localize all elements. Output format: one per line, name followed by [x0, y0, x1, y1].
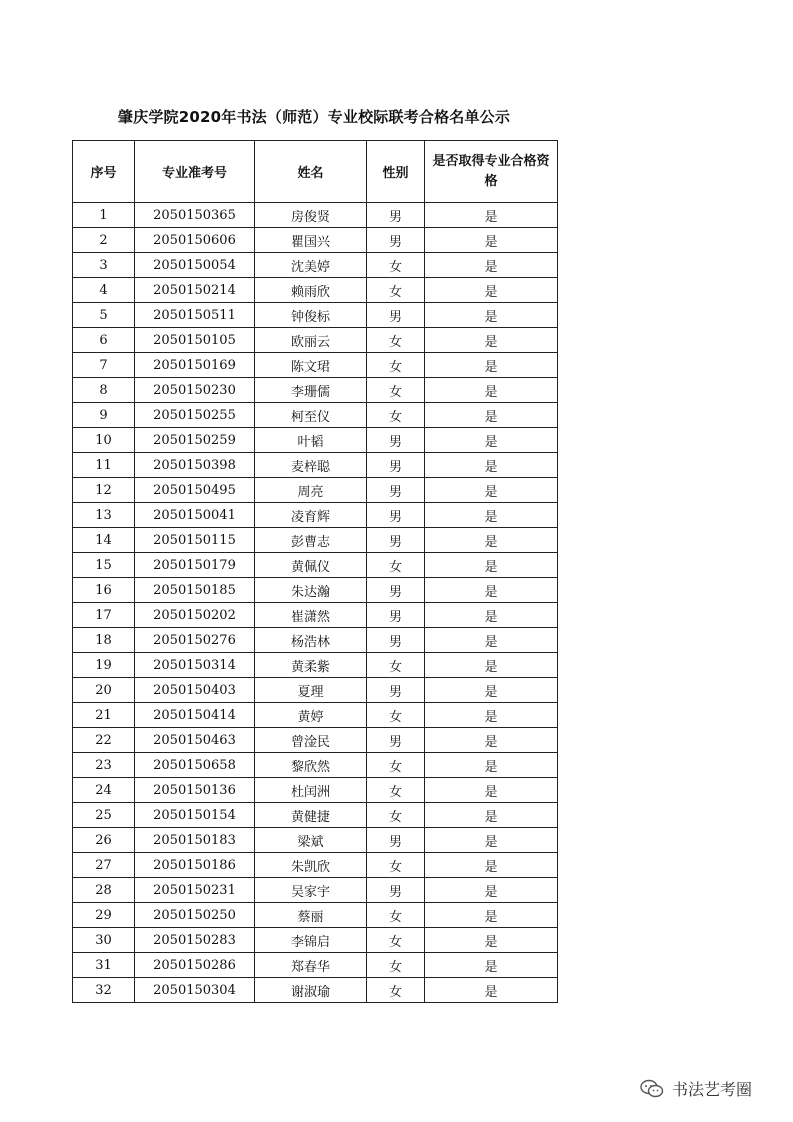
cell-qualified: 是	[425, 303, 558, 328]
cell-gender: 男	[367, 303, 425, 328]
cell-exam-number: 2050150250	[135, 903, 255, 928]
cell-exam-number: 2050150511	[135, 303, 255, 328]
cell-qualified: 是	[425, 503, 558, 528]
cell-gender: 女	[367, 953, 425, 978]
cell-exam-number: 2050150314	[135, 653, 255, 678]
watermark-text: 书法艺考圈	[672, 1080, 753, 1099]
cell-seq: 9	[73, 403, 135, 428]
cell-gender: 男	[367, 678, 425, 703]
table-row	[73, 503, 558, 528]
cell-exam-number: 2050150403	[135, 678, 255, 703]
cell-seq: 26	[73, 828, 135, 853]
cell-qualified: 是	[425, 853, 558, 878]
cell-name: 陈文珺	[255, 353, 367, 378]
cell-seq: 18	[73, 628, 135, 653]
cell-exam-number: 2050150183	[135, 828, 255, 853]
cell-qualified: 是	[425, 353, 558, 378]
cell-gender: 男	[367, 228, 425, 253]
cell-gender: 女	[367, 328, 425, 353]
cell-qualified: 是	[425, 228, 558, 253]
cell-gender: 男	[367, 478, 425, 503]
cell-name: 凌育辉	[255, 503, 367, 528]
cell-name: 叶韬	[255, 428, 367, 453]
cell-qualified: 是	[425, 603, 558, 628]
cell-gender: 女	[367, 253, 425, 278]
cell-name: 杨浩林	[255, 628, 367, 653]
table-body	[73, 203, 558, 1003]
table-row	[73, 353, 558, 378]
cell-name: 朱凯欣	[255, 853, 367, 878]
cell-exam-number: 2050150231	[135, 878, 255, 903]
cell-gender: 女	[367, 803, 425, 828]
cell-seq: 28	[73, 878, 135, 903]
cell-name: 杜闰洲	[255, 778, 367, 803]
cell-seq: 14	[73, 528, 135, 553]
cell-qualified: 是	[425, 978, 558, 1003]
cell-name: 瞿国兴	[255, 228, 367, 253]
table-row	[73, 403, 558, 428]
column-header-exam-number: 专业准考号	[135, 141, 255, 203]
cell-name: 夏理	[255, 678, 367, 703]
cell-gender: 女	[367, 703, 425, 728]
cell-name: 黄健捷	[255, 803, 367, 828]
table-row	[73, 278, 558, 303]
cell-seq: 10	[73, 428, 135, 453]
cell-gender: 男	[367, 578, 425, 603]
cell-exam-number: 2050150606	[135, 228, 255, 253]
cell-qualified: 是	[425, 578, 558, 603]
table-row	[73, 378, 558, 403]
cell-seq: 29	[73, 903, 135, 928]
table-row	[73, 753, 558, 778]
cell-exam-number: 2050150304	[135, 978, 255, 1003]
table-row	[73, 728, 558, 753]
cell-seq: 22	[73, 728, 135, 753]
cell-gender: 女	[367, 903, 425, 928]
cell-qualified: 是	[425, 953, 558, 978]
cell-gender: 女	[367, 378, 425, 403]
cell-qualified: 是	[425, 378, 558, 403]
table-header-row	[73, 141, 558, 203]
cell-gender: 男	[367, 453, 425, 478]
cell-gender: 女	[367, 403, 425, 428]
cell-qualified: 是	[425, 828, 558, 853]
cell-qualified: 是	[425, 278, 558, 303]
cell-qualified: 是	[425, 553, 558, 578]
table-row	[73, 803, 558, 828]
column-header-seq: 序号	[73, 141, 135, 203]
cell-qualified: 是	[425, 203, 558, 228]
table-row	[73, 253, 558, 278]
cell-seq: 30	[73, 928, 135, 953]
cell-exam-number: 2050150179	[135, 553, 255, 578]
table-row	[73, 653, 558, 678]
wechat-icon	[640, 1079, 664, 1099]
cell-exam-number: 2050150286	[135, 953, 255, 978]
cell-qualified: 是	[425, 778, 558, 803]
table-row	[73, 628, 558, 653]
cell-name: 麦梓聪	[255, 453, 367, 478]
cell-name: 周亮	[255, 478, 367, 503]
cell-name: 梁斌	[255, 828, 367, 853]
cell-exam-number: 2050150186	[135, 853, 255, 878]
cell-qualified: 是	[425, 753, 558, 778]
cell-name: 房俊贤	[255, 203, 367, 228]
cell-name: 钟俊标	[255, 303, 367, 328]
cell-qualified: 是	[425, 878, 558, 903]
table-row	[73, 903, 558, 928]
cell-gender: 男	[367, 603, 425, 628]
column-header-gender: 性别	[367, 141, 425, 203]
table-row	[73, 603, 558, 628]
cell-name: 欧丽云	[255, 328, 367, 353]
cell-seq: 17	[73, 603, 135, 628]
cell-gender: 女	[367, 753, 425, 778]
column-header-name: 姓名	[255, 141, 367, 203]
cell-exam-number: 2050150495	[135, 478, 255, 503]
cell-name: 郑春华	[255, 953, 367, 978]
cell-qualified: 是	[425, 653, 558, 678]
cell-exam-number: 2050150255	[135, 403, 255, 428]
document-title: 肇庆学院2020年书法（师范）专业校际联考合格名单公示	[117, 108, 511, 126]
table-row	[73, 678, 558, 703]
cell-seq: 13	[73, 503, 135, 528]
table-row	[73, 853, 558, 878]
cell-gender: 男	[367, 528, 425, 553]
qualified-list-table	[72, 140, 558, 1003]
cell-qualified: 是	[425, 903, 558, 928]
cell-gender: 男	[367, 428, 425, 453]
cell-name: 彭曹志	[255, 528, 367, 553]
cell-qualified: 是	[425, 803, 558, 828]
column-header-qualified: 是否取得专业合格资格	[425, 141, 558, 203]
cell-seq: 11	[73, 453, 135, 478]
cell-exam-number: 2050150283	[135, 928, 255, 953]
cell-gender: 女	[367, 553, 425, 578]
cell-seq: 31	[73, 953, 135, 978]
cell-name: 柯至仪	[255, 403, 367, 428]
cell-gender: 男	[367, 203, 425, 228]
cell-name: 吴家宇	[255, 878, 367, 903]
cell-gender: 男	[367, 728, 425, 753]
cell-exam-number: 2050150230	[135, 378, 255, 403]
cell-exam-number: 2050150105	[135, 328, 255, 353]
table-row	[73, 828, 558, 853]
cell-gender: 男	[367, 503, 425, 528]
cell-seq: 12	[73, 478, 135, 503]
cell-name: 黄柔紫	[255, 653, 367, 678]
table-row	[73, 703, 558, 728]
cell-gender: 女	[367, 353, 425, 378]
cell-seq: 6	[73, 328, 135, 353]
cell-exam-number: 2050150054	[135, 253, 255, 278]
cell-seq: 8	[73, 378, 135, 403]
cell-exam-number: 2050150041	[135, 503, 255, 528]
cell-seq: 4	[73, 278, 135, 303]
cell-seq: 32	[73, 978, 135, 1003]
table-row	[73, 478, 558, 503]
cell-qualified: 是	[425, 253, 558, 278]
watermark	[640, 1077, 752, 1100]
cell-name: 曾淦民	[255, 728, 367, 753]
cell-gender: 男	[367, 628, 425, 653]
cell-name: 蔡丽	[255, 903, 367, 928]
cell-exam-number: 2050150259	[135, 428, 255, 453]
cell-name: 沈美婷	[255, 253, 367, 278]
cell-seq: 24	[73, 778, 135, 803]
cell-exam-number: 2050150136	[135, 778, 255, 803]
cell-gender: 女	[367, 278, 425, 303]
cell-gender: 男	[367, 878, 425, 903]
cell-name: 赖雨欣	[255, 278, 367, 303]
cell-exam-number: 2050150214	[135, 278, 255, 303]
cell-exam-number: 2050150154	[135, 803, 255, 828]
table-row	[73, 428, 558, 453]
table-row	[73, 228, 558, 253]
cell-exam-number: 2050150115	[135, 528, 255, 553]
table-row	[73, 578, 558, 603]
cell-seq: 16	[73, 578, 135, 603]
cell-seq: 1	[73, 203, 135, 228]
cell-seq: 25	[73, 803, 135, 828]
cell-name: 黄佩仪	[255, 553, 367, 578]
cell-qualified: 是	[425, 403, 558, 428]
cell-name: 李珊儒	[255, 378, 367, 403]
cell-qualified: 是	[425, 453, 558, 478]
cell-name: 黄婷	[255, 703, 367, 728]
cell-qualified: 是	[425, 928, 558, 953]
table-row	[73, 928, 558, 953]
cell-seq: 7	[73, 353, 135, 378]
cell-exam-number: 2050150169	[135, 353, 255, 378]
cell-name: 黎欣然	[255, 753, 367, 778]
cell-seq: 27	[73, 853, 135, 878]
cell-qualified: 是	[425, 678, 558, 703]
table-row	[73, 203, 558, 228]
table-row	[73, 878, 558, 903]
cell-gender: 女	[367, 978, 425, 1003]
cell-gender: 男	[367, 828, 425, 853]
cell-name: 李锦启	[255, 928, 367, 953]
cell-seq: 15	[73, 553, 135, 578]
table-row	[73, 303, 558, 328]
cell-qualified: 是	[425, 478, 558, 503]
table-row	[73, 778, 558, 803]
cell-exam-number: 2050150658	[135, 753, 255, 778]
cell-qualified: 是	[425, 328, 558, 353]
cell-name: 崔潇然	[255, 603, 367, 628]
cell-gender: 女	[367, 853, 425, 878]
cell-seq: 19	[73, 653, 135, 678]
cell-seq: 5	[73, 303, 135, 328]
cell-exam-number: 2050150463	[135, 728, 255, 753]
cell-qualified: 是	[425, 428, 558, 453]
cell-exam-number: 2050150365	[135, 203, 255, 228]
cell-qualified: 是	[425, 703, 558, 728]
cell-gender: 女	[367, 653, 425, 678]
cell-exam-number: 2050150398	[135, 453, 255, 478]
table-row	[73, 453, 558, 478]
table-row	[73, 528, 558, 553]
cell-seq: 2	[73, 228, 135, 253]
cell-qualified: 是	[425, 728, 558, 753]
cell-exam-number: 2050150202	[135, 603, 255, 628]
cell-exam-number: 2050150185	[135, 578, 255, 603]
cell-seq: 23	[73, 753, 135, 778]
table-row	[73, 978, 558, 1003]
table-row	[73, 953, 558, 978]
cell-gender: 女	[367, 778, 425, 803]
cell-qualified: 是	[425, 528, 558, 553]
cell-seq: 3	[73, 253, 135, 278]
table-row	[73, 553, 558, 578]
cell-exam-number: 2050150414	[135, 703, 255, 728]
cell-gender: 女	[367, 928, 425, 953]
cell-seq: 20	[73, 678, 135, 703]
cell-exam-number: 2050150276	[135, 628, 255, 653]
table-row	[73, 328, 558, 353]
cell-name: 谢淑瑜	[255, 978, 367, 1003]
cell-qualified: 是	[425, 628, 558, 653]
cell-name: 朱达瀚	[255, 578, 367, 603]
cell-seq: 21	[73, 703, 135, 728]
